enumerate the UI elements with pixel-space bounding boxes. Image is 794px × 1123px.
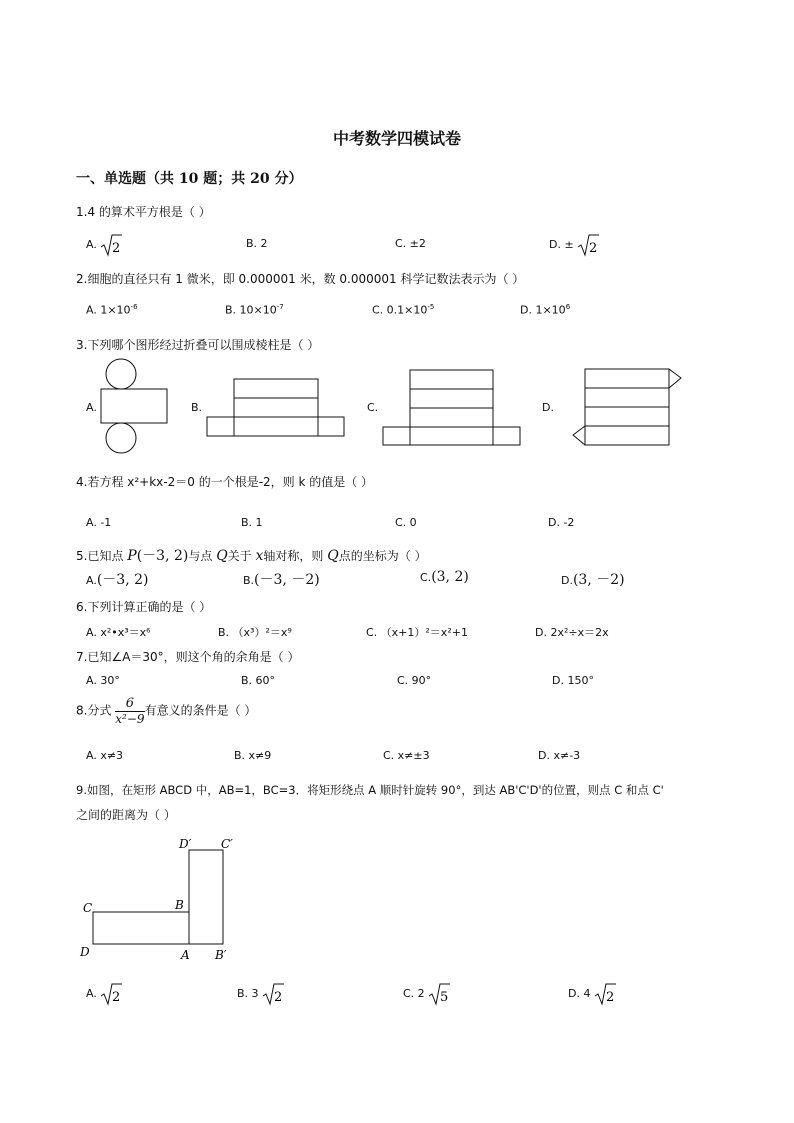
q3-option-a[interactable]: A. xyxy=(86,401,97,414)
label-b: B xyxy=(175,898,184,912)
sqrt-icon xyxy=(577,233,599,257)
q6-option-a[interactable]: A. x²•x³＝x⁶ xyxy=(86,626,151,639)
q1-option-c[interactable]: C. ±2 xyxy=(395,237,426,250)
rectangle-ab1c1d1 xyxy=(189,850,223,944)
question-5-stem xyxy=(76,545,427,565)
q7-option-b[interactable]: B. 60° xyxy=(241,674,276,687)
sqrt-icon xyxy=(594,982,616,1006)
q8-option-c[interactable]: C. x≠±3 xyxy=(383,749,430,762)
q9-d-radicand: 2 xyxy=(605,990,615,1005)
q1-a-radicand: 2 xyxy=(112,241,121,256)
q3-figure-a xyxy=(98,358,170,456)
label-a: A xyxy=(181,948,190,962)
q5-d-value: (3, －2) xyxy=(572,572,625,588)
question-9-stem-line2: 之间的距离为（ ） xyxy=(76,808,176,822)
q8-post: 有意义的条件是（ ） xyxy=(144,703,257,718)
section-heading: 一、单选题（共 10 题；共 20 分） xyxy=(76,171,303,187)
q5-point-p: P xyxy=(127,548,137,564)
q2-c-exp: -5 xyxy=(427,303,435,311)
q1-d-radicand: 2 xyxy=(589,241,598,256)
sqrt-icon xyxy=(428,982,450,1006)
question-1-stem: 1.4 的算术平方根是（ ） xyxy=(76,205,211,219)
q9-rectangle-figure xyxy=(74,832,244,968)
q5-p-coords: (－3, 2) xyxy=(136,548,189,564)
rectangle-abcd xyxy=(93,912,189,944)
q5-a-label: A. xyxy=(86,574,97,587)
q2-a-base: A. 1×10 xyxy=(86,303,131,317)
q7-option-d[interactable]: D. 150° xyxy=(552,674,594,687)
q9-b-radicand: 2 xyxy=(274,990,283,1005)
question-4-stem: 4.若方程 x²+kx-2＝0 的一个根是-2，则 k 的值是（ ） xyxy=(76,475,374,489)
label-c: C xyxy=(83,901,93,915)
question-2-stem: 2.细胞的直径只有 1 微米，即 0.000001 米，数 0.000001 科学记数法表示为（ ） xyxy=(76,272,525,286)
q9-option-c[interactable] xyxy=(403,982,450,1006)
q2-option-d[interactable] xyxy=(520,303,570,317)
sqrt-icon xyxy=(262,982,284,1006)
q5-option-c[interactable] xyxy=(420,569,469,585)
q9-option-b[interactable] xyxy=(237,982,284,1006)
question-9-stem-line1: 9.如图，在矩形 ABCD 中，AB=1，BC=3．将矩形绕点 A 顺时针旋转 90°，到达 AB'C'D'的位置，则点 C 和点 C' xyxy=(76,783,664,797)
q5-post: 点的坐标为（ ） xyxy=(338,549,427,563)
q8-option-a[interactable]: A. x≠3 xyxy=(86,749,124,762)
q2-d-base: D. 1×10 xyxy=(520,303,566,317)
q5-point-q: Q xyxy=(216,548,228,564)
q7-option-c[interactable]: C. 90° xyxy=(397,674,432,687)
q1-option-b[interactable]: B. 2 xyxy=(246,237,268,250)
label-d-prime: D′ xyxy=(179,837,192,851)
q3-figure-b xyxy=(206,378,346,438)
q2-option-a[interactable] xyxy=(86,303,138,317)
q2-option-b[interactable] xyxy=(225,303,284,317)
q5-axis-x: x xyxy=(255,548,264,564)
q5-point-q2: Q xyxy=(327,548,339,564)
q3-option-d[interactable]: D. xyxy=(542,401,554,414)
q5-b-value: (－3, －2) xyxy=(254,572,320,588)
q6-option-d[interactable]: D. 2x²÷x＝2x xyxy=(535,626,609,639)
q8-option-d[interactable]: D. x≠-3 xyxy=(538,749,581,762)
q9-option-b-label: B. 3 xyxy=(237,987,259,1000)
q5-c-value: (3, 2) xyxy=(431,569,469,585)
label-b-prime: B′ xyxy=(215,948,227,962)
q3-option-b[interactable]: B. xyxy=(191,401,203,414)
q4-option-a[interactable]: A. -1 xyxy=(86,516,112,529)
sqrt-icon xyxy=(100,982,122,1006)
sqrt-icon xyxy=(100,233,122,257)
label-d: D xyxy=(80,945,90,959)
q6-option-c[interactable]: C. （x+1）²＝x²+1 xyxy=(366,626,468,639)
q6-option-b[interactable]: B. （x³）²＝x⁹ xyxy=(218,626,292,639)
q4-option-b[interactable]: B. 1 xyxy=(241,516,263,529)
q5-b-label: B. xyxy=(243,574,255,587)
q2-option-c[interactable] xyxy=(372,303,434,317)
q8-denominator: x²−9 xyxy=(115,712,145,726)
page-title: 中考数学四模试卷 xyxy=(332,129,461,148)
q2-b-base: B. 10×10 xyxy=(225,303,277,317)
q5-option-b[interactable] xyxy=(243,569,320,589)
q9-option-a[interactable] xyxy=(86,982,122,1006)
q5-option-a[interactable] xyxy=(86,569,148,589)
q3-option-c[interactable]: C. xyxy=(367,401,379,414)
q8-numerator: 6 xyxy=(115,697,144,712)
q8-pre: 8.分式 xyxy=(76,703,112,718)
question-8-stem xyxy=(76,697,256,725)
q2-a-exp: -6 xyxy=(130,303,138,311)
q9-a-radicand: 2 xyxy=(112,990,121,1005)
q4-option-d[interactable]: D. -2 xyxy=(548,516,575,529)
q8-option-b[interactable]: B. x≠9 xyxy=(234,749,272,762)
q2-d-exp: 6 xyxy=(565,303,571,311)
question-6-stem: 6.下列计算正确的是（ ） xyxy=(76,600,212,614)
q9-option-c-label: C. 2 xyxy=(403,987,425,1000)
q1-option-d-label: D. ± xyxy=(549,238,574,251)
q5-d-label: D. xyxy=(561,574,573,587)
q3-figure-c xyxy=(382,369,522,447)
q1-option-d[interactable] xyxy=(549,233,599,257)
q7-option-a[interactable]: A. 30° xyxy=(86,674,120,687)
q2-c-base: C. 0.1×10 xyxy=(372,303,428,317)
q2-b-exp: -7 xyxy=(276,303,284,311)
q5-pre: 5.已知点 xyxy=(76,549,124,563)
question-7-stem: 7.已知∠A＝30°，则这个角的余角是（ ） xyxy=(76,650,300,664)
label-c-prime: C′ xyxy=(221,837,233,851)
q5-a-value: (－3, 2) xyxy=(96,572,149,588)
q9-c-radicand: 5 xyxy=(440,990,449,1005)
q5-c-label: C. xyxy=(420,571,432,584)
q3-figure-d xyxy=(570,368,684,446)
q9-option-d-label: D. 4 xyxy=(568,987,591,1000)
q4-option-c[interactable]: C. 0 xyxy=(395,516,417,529)
q1-option-a-label: A. xyxy=(86,238,97,251)
q8-fraction xyxy=(115,697,144,725)
q1-option-a[interactable] xyxy=(86,233,122,257)
question-3-stem: 3.下列哪个图形经过折叠可以围成棱柱是（ ） xyxy=(76,338,320,352)
q5-mid2: 关于 xyxy=(227,549,252,563)
q9-option-a-label: A. xyxy=(86,987,97,1000)
q5-option-d[interactable] xyxy=(561,569,625,589)
q9-option-d[interactable] xyxy=(568,982,616,1006)
q5-mid1: 与点 xyxy=(188,549,213,563)
q5-mid3: 轴对称，则 xyxy=(263,549,324,563)
